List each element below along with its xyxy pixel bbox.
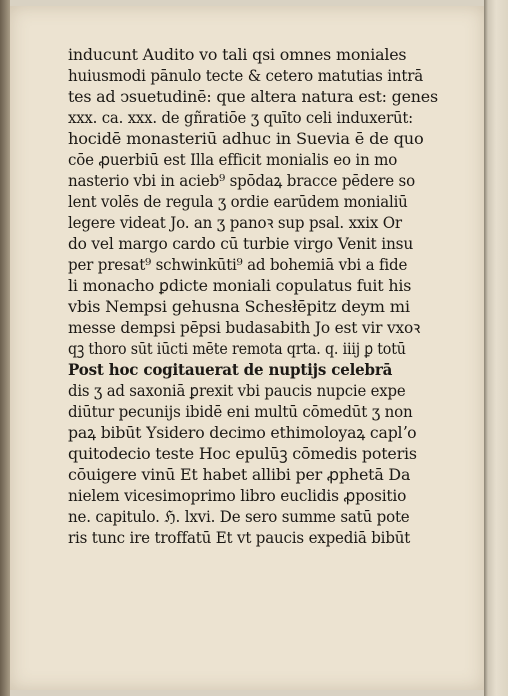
text-line: ne. capitulo. ℌ. lxvi. De sero summe satū pote	[68, 507, 410, 526]
text-line: qꝫ thoro sūt iūcti mēte remota qrta. q. iiij ꝑ totū	[68, 339, 406, 358]
scan-edge-left	[0, 0, 10, 696]
text-line: lent volēs de regula ʒ ordie earūdem monialiū	[68, 192, 408, 211]
text-line: legere videat Jo. an ʒ panoꝛ sup psal. xxix Or	[68, 213, 402, 232]
text-line: per presat⁹ schwinkūti⁹ ad bohemiā vbi a fide	[68, 255, 408, 274]
text-line: cōe ꝓuerbiū est Illa efficit monialis eo in mo	[68, 150, 398, 169]
text-line: vbis Nempsi gehusna Schesłēpitz deym mi	[68, 297, 410, 316]
text-line: hocidē monasteriū adhuc in Suevia ē de quo	[68, 129, 424, 148]
text-line: huiusmodi pānulo tecte & cetero matutias intrā	[68, 66, 424, 85]
text-line: quitodecio teste Hoc epulūꝫ cōmedis poteris	[68, 444, 417, 463]
text-line: do vel margo cardo cū turbie virgo Venit insu	[68, 234, 414, 253]
text-line: cōuigere vinū Et habet allibi per ꝓphetā Da	[68, 465, 411, 484]
text-line: nasterio vbi in acieb⁹ spōdaꝝ bracce pēdere so	[68, 171, 415, 190]
text-line: xxx. ca. xxx. de gñratiōe ʒ quīto celi induxerūt:	[68, 108, 413, 127]
text-line: li monacho ꝑdicte moniali copulatus fuit his	[68, 276, 412, 295]
text-line: Post hoc cogitauerat de nuptijs celebrā	[68, 360, 393, 379]
text-line: dis ʒ ad saxoniā ꝑrexit vbi paucis nupcie expe	[68, 381, 406, 400]
text-line: paꝝ bibūt Ysidero decimo ethimoloyaꝝ caplʼo	[68, 423, 417, 442]
text-block	[68, 44, 448, 548]
facing-page-edge	[484, 0, 508, 696]
book-page	[10, 6, 484, 690]
text-line: inducunt Audito vo tali qsi omnes moniales	[68, 45, 407, 64]
text-line: ris tunc ire troffatū Et vt paucis expediā bibūt	[68, 528, 411, 547]
text-line: messe dempsi pēpsi budasabith Jo est vir vxoꝛ	[68, 318, 421, 337]
text-line: tes ad ↄsuetudinē: que altera natura est: genes	[68, 87, 438, 106]
text-line: diūtur pecunijs ibidē eni multū cōmedūt ʒ non	[68, 402, 413, 421]
text-line: nielem vicesimoprimo libro euclidis ꝓpositio	[68, 486, 407, 505]
